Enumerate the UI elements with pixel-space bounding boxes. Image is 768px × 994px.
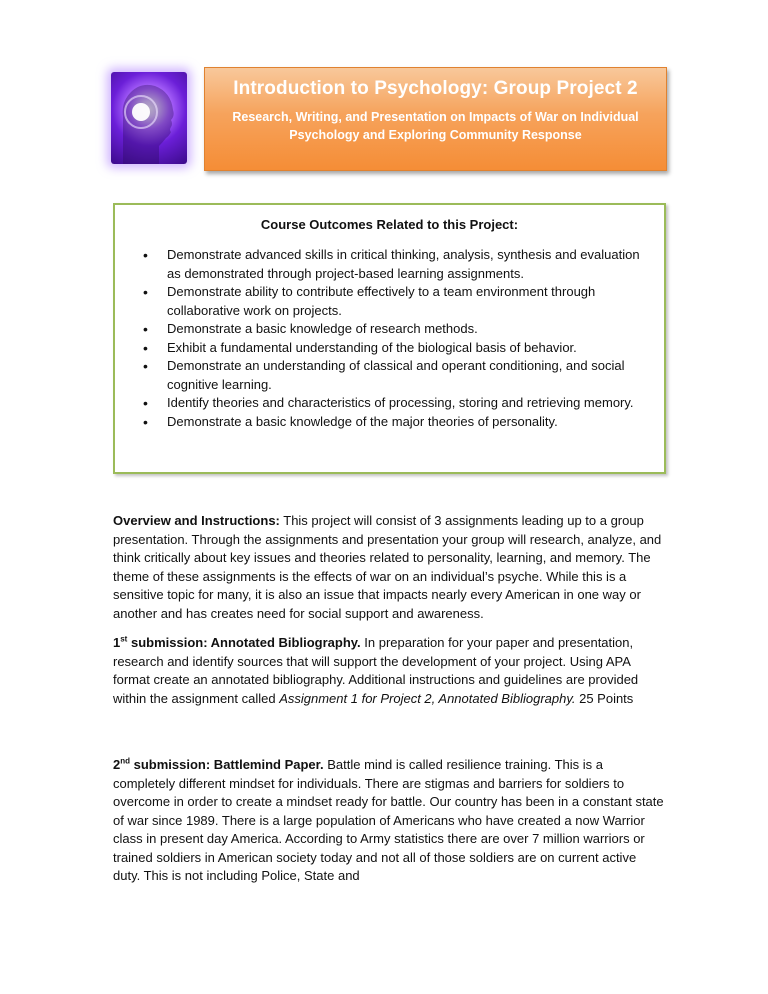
- submission-1-ordinal: st: [120, 634, 128, 644]
- overview-paragraph: [113, 512, 666, 623]
- submission-1-paragraph: [113, 634, 666, 708]
- outcome-item: • Demonstrate an understanding of classical and operant conditioning, and social cognitive learning.: [167, 357, 656, 394]
- submission-2-paragraph: [113, 756, 666, 886]
- page-subtitle: Research, Writing, and Presentation on Impacts of War on Individual Psychology and Exploring Community Response: [232, 110, 639, 142]
- overview-text: This project will consist of 3 assignments leading up to a group presentation. Through the assignments and presentation your group will research, analyze, and think critically about key issues and theories related to personality, learning, and memory. The theme of these assignments is the effects of war on an individual’s psyche. While this is a sensitive topic for many, it is also an issue that impacts nearly every American in one way or another and has creates need for social support and awareness.: [113, 513, 662, 621]
- outcome-item: • Identify theories and characteristics of processing, storing and retrieving memory.: [167, 394, 656, 413]
- submission-1-points: 25 Points: [575, 690, 634, 706]
- project-header-banner: [204, 67, 667, 171]
- page-title: Introduction to Psychology: Group Project 2: [233, 78, 638, 99]
- outcomes-heading: Course Outcomes Related to this Project:: [260, 217, 519, 232]
- submission-2-text: Battle mind is called resilience training. This is a completely different mindset for individuals. There are stigmas and barriers for soldiers to overcome in order to create a mindset ready for battle. Our country has been in a constant state of war since 1989. There is a large population of Americans who have created a now Warrior class in present day America. According to Army statistics there are over 7 million warriors or trained soldiers in American society today and not all of those soldiers are on current active duty. This is not including Police, State and: [113, 757, 664, 883]
- course-outcomes-box: [113, 203, 666, 474]
- outcome-item: • Demonstrate a basic knowledge of the major theories of personality.: [167, 413, 656, 432]
- submission-1-label: submission: Annotated Bibliography.: [127, 635, 361, 650]
- submission-1-number: 1: [113, 635, 121, 650]
- overview-label: Overview and Instructions:: [113, 513, 280, 528]
- submission-1-text: In preparation for your paper and presentation, research and identify sources that will support the development of your project. Using APA format create an annotated bibliography. Additional instructions and guidelines are provided within the assignment called: [113, 635, 639, 706]
- submission-2-ordinal: nd: [120, 756, 131, 766]
- outcome-item: • Demonstrate advanced skills in critical thinking, analysis, synthesis and evaluation as demonstrated through project-based learning assignments.: [167, 246, 656, 283]
- submission-2-label: submission: Battlemind Paper.: [130, 757, 324, 772]
- brain-head-logo: [111, 72, 187, 164]
- outcome-item: • Exhibit a fundamental understanding of the biological basis of behavior.: [167, 339, 656, 358]
- outcome-item: • Demonstrate a basic knowledge of research methods.: [167, 320, 656, 339]
- outcomes-list: [115, 246, 664, 431]
- outcome-item: • Demonstrate ability to contribute effectively to a team environment through collaborative work on projects.: [167, 283, 656, 320]
- submission-1-assignment-title: Assignment 1 for Project 2, Annotated Bibliography.: [279, 690, 576, 706]
- submission-2-number: 2: [113, 757, 121, 772]
